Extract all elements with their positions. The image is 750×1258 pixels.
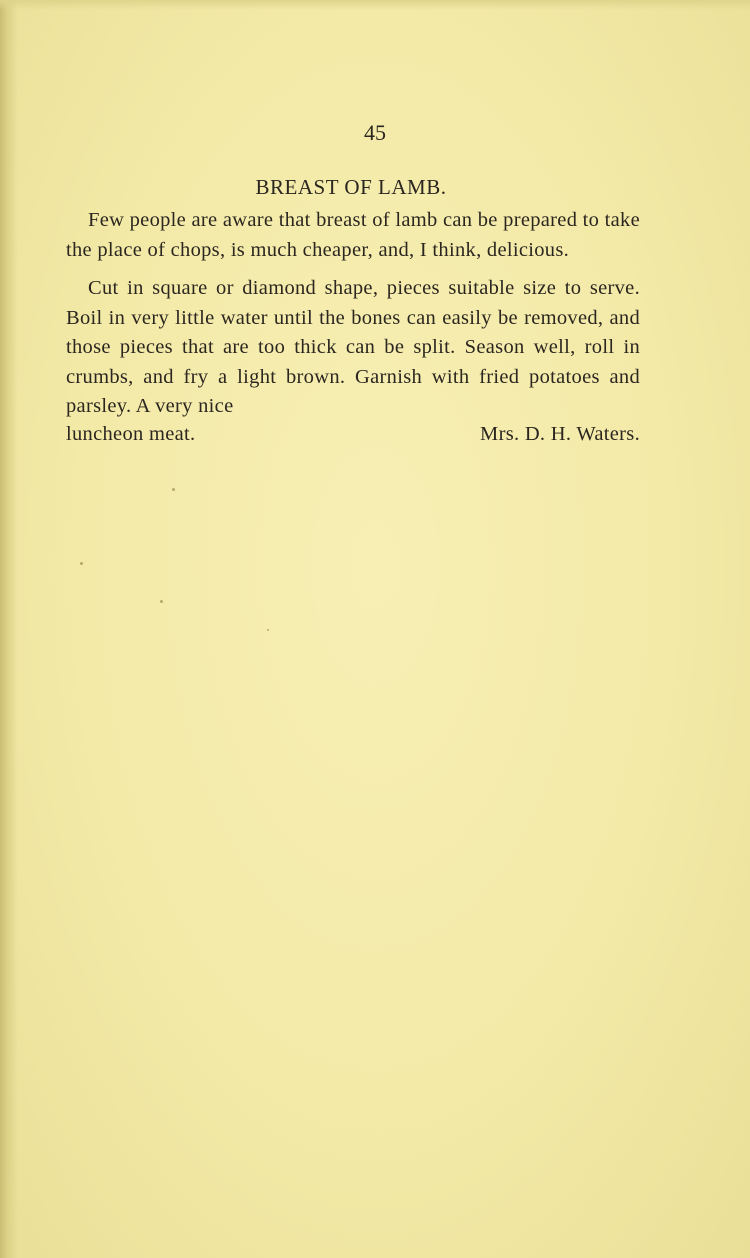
recipe-body	[66, 206, 640, 449]
closing-text: luncheon meat.	[66, 422, 196, 445]
binding-shadow	[0, 0, 18, 1258]
paper-speck	[160, 600, 163, 603]
paper-speck	[267, 629, 269, 631]
page-number: 45	[364, 120, 386, 145]
recipe-paragraph-1: Few people are aware that breast of lamb can be prepared to take the place of chops, is much cheaper, and, I think, delicious.	[66, 209, 640, 261]
recipe-paragraph-2: Cut in square or diamond shape, pieces suitable size to serve. Boil in very little water until the bones can easily be removed, and those pieces that are too thick can be split. Season well, roll in crumbs, and fry a light brown. Garnish with fried potatoes and parsley. A very nice	[66, 277, 640, 417]
signoff-line	[66, 420, 640, 450]
recipe-title: BREAST OF LAMB.	[255, 175, 447, 199]
top-edge-shadow	[0, 0, 750, 10]
paper-speck	[172, 488, 175, 491]
recipe-author: Mrs. D. H. Waters.	[480, 422, 640, 445]
paper-speck	[80, 562, 83, 565]
